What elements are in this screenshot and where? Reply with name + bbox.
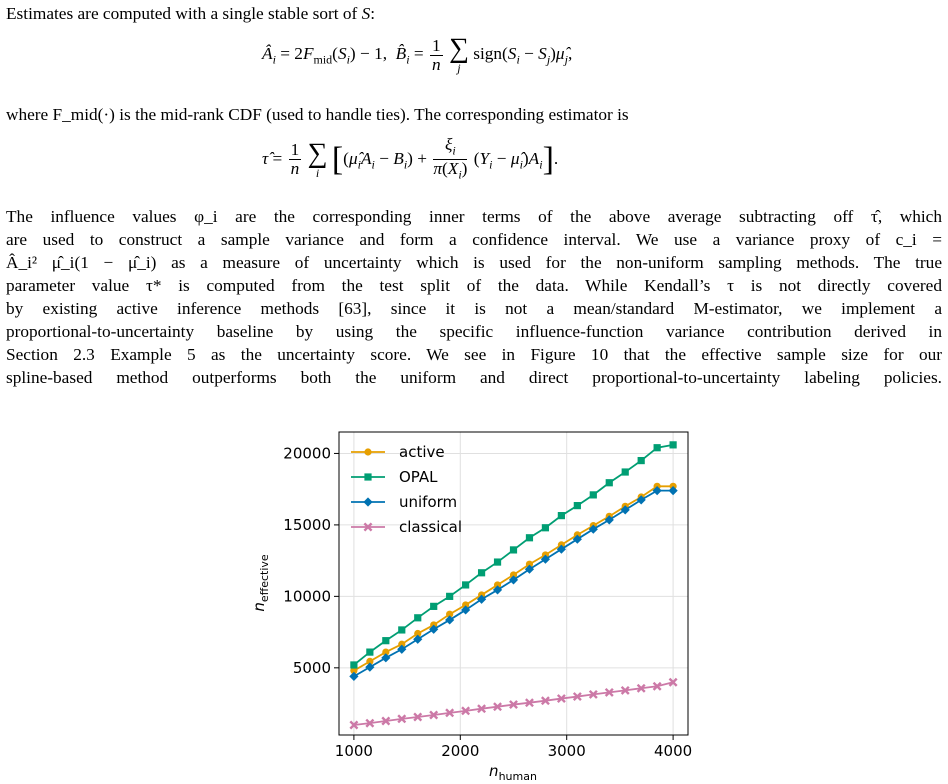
para-line-2: are used to construct a sample variance and form a confidence interval. We use a variance proxy of c_i = [6,230,942,249]
para-line-6: proportional-to-uncertainty baseline by using the specific influence-function variance contribution derived in [6,322,942,341]
data-point [494,558,501,565]
y-tick-label: 20000 [283,444,331,463]
para-line-3: Â_i² μ̂_i(1 − μ̂_i) as a measure of uncertainty which is used for the non-uniform sampling methods. The true [6,253,942,272]
x-axis-subscript: human [498,770,537,783]
data-point [510,546,517,553]
intro-symbol: S [361,4,371,23]
legend-item-opal [351,468,438,486]
data-point [430,603,437,610]
data-point [349,672,358,681]
data-point [414,614,421,621]
x-tick-label: 1000 [334,742,373,760]
chart-ticks [283,444,692,760]
para-line-5: by existing active inference methods [63], since it is not a mean/standard M-estimator, we implement a [6,299,942,318]
data-point [366,649,373,656]
x-tick-label: 2000 [441,742,480,760]
series-classical [350,679,676,729]
series-uniform [349,486,677,681]
legend-label: OPAL [399,468,438,486]
intro-text: Estimates are computed with a single stable sort of [6,4,358,23]
para-line-4: parameter value τ* is computed from the test split of the data. While Kendall’s τ is not directly covered [6,276,942,295]
data-point [654,444,661,451]
data-point [574,502,581,509]
data-point [526,534,533,541]
x-tick-label: 3000 [547,742,586,760]
legend-item-classical [351,518,462,536]
legend-item-uniform [351,493,457,511]
x-tick-label: 4000 [654,742,693,760]
where-text: where F_mid(·) is the mid-rank CDF (used to handle ties). The corresponding estimator is [6,105,629,124]
data-point [622,468,629,475]
legend-marker [364,473,371,480]
y-tick-label: 5000 [292,658,331,677]
legend-label: classical [399,518,463,536]
y-axis-subscript: effective [258,554,271,603]
y-tick-label: 15000 [283,515,331,534]
y-axis-label: $n_{effective}$ [250,554,271,612]
legend-label: active [399,443,445,461]
para-line-8: spline-based method outperforms both the uniform and direct proportional-to-uncertainty labeling policies. [6,368,942,387]
data-point [350,661,357,668]
data-point [382,637,389,644]
legend-marker [364,448,371,455]
chart-legend [351,443,462,536]
para-line-7: Section 2.3 Example 5 as the uncertainty score. We see in Figure 10 that the effective sample size for our [6,345,942,364]
data-point [558,512,565,519]
data-point [638,457,645,464]
para-line-1: The influence values φ_i are the corresponding inner terms of the above average subtracting off τ̂, which [6,207,942,226]
data-point [590,491,597,498]
data-point [606,479,613,486]
data-point [446,593,453,600]
equation-a-b: $Â_i = 2F_{mid}(S_i) - 1$, $B̂_i$ = $\frac{1}{n}$ ∑ j $sign(S_i$ − $S_j)\mû_j$, [262,33,573,75]
data-point [478,569,485,576]
data-point [670,441,677,448]
data-point [462,581,469,588]
equation-tau: τ̂ = $\frac{1}{n}$ ∑ i [$(\mû_iA_i - B_i)$ + $\frac{\xi_i}{\pi(X_i)}$ ($Y_i$ − $\mû_i)A_i$]. [262,135,559,182]
intro-line: Estimates are computed with a single stable sort of S: [6,4,376,23]
legend-item-active [351,443,445,461]
legend-marker [363,497,372,506]
x-axis-label: $n_{human}$ [489,762,537,783]
data-point [542,524,549,531]
data-point [398,626,405,633]
legend-label: uniform [399,493,458,511]
y-tick-label: 10000 [283,587,331,606]
